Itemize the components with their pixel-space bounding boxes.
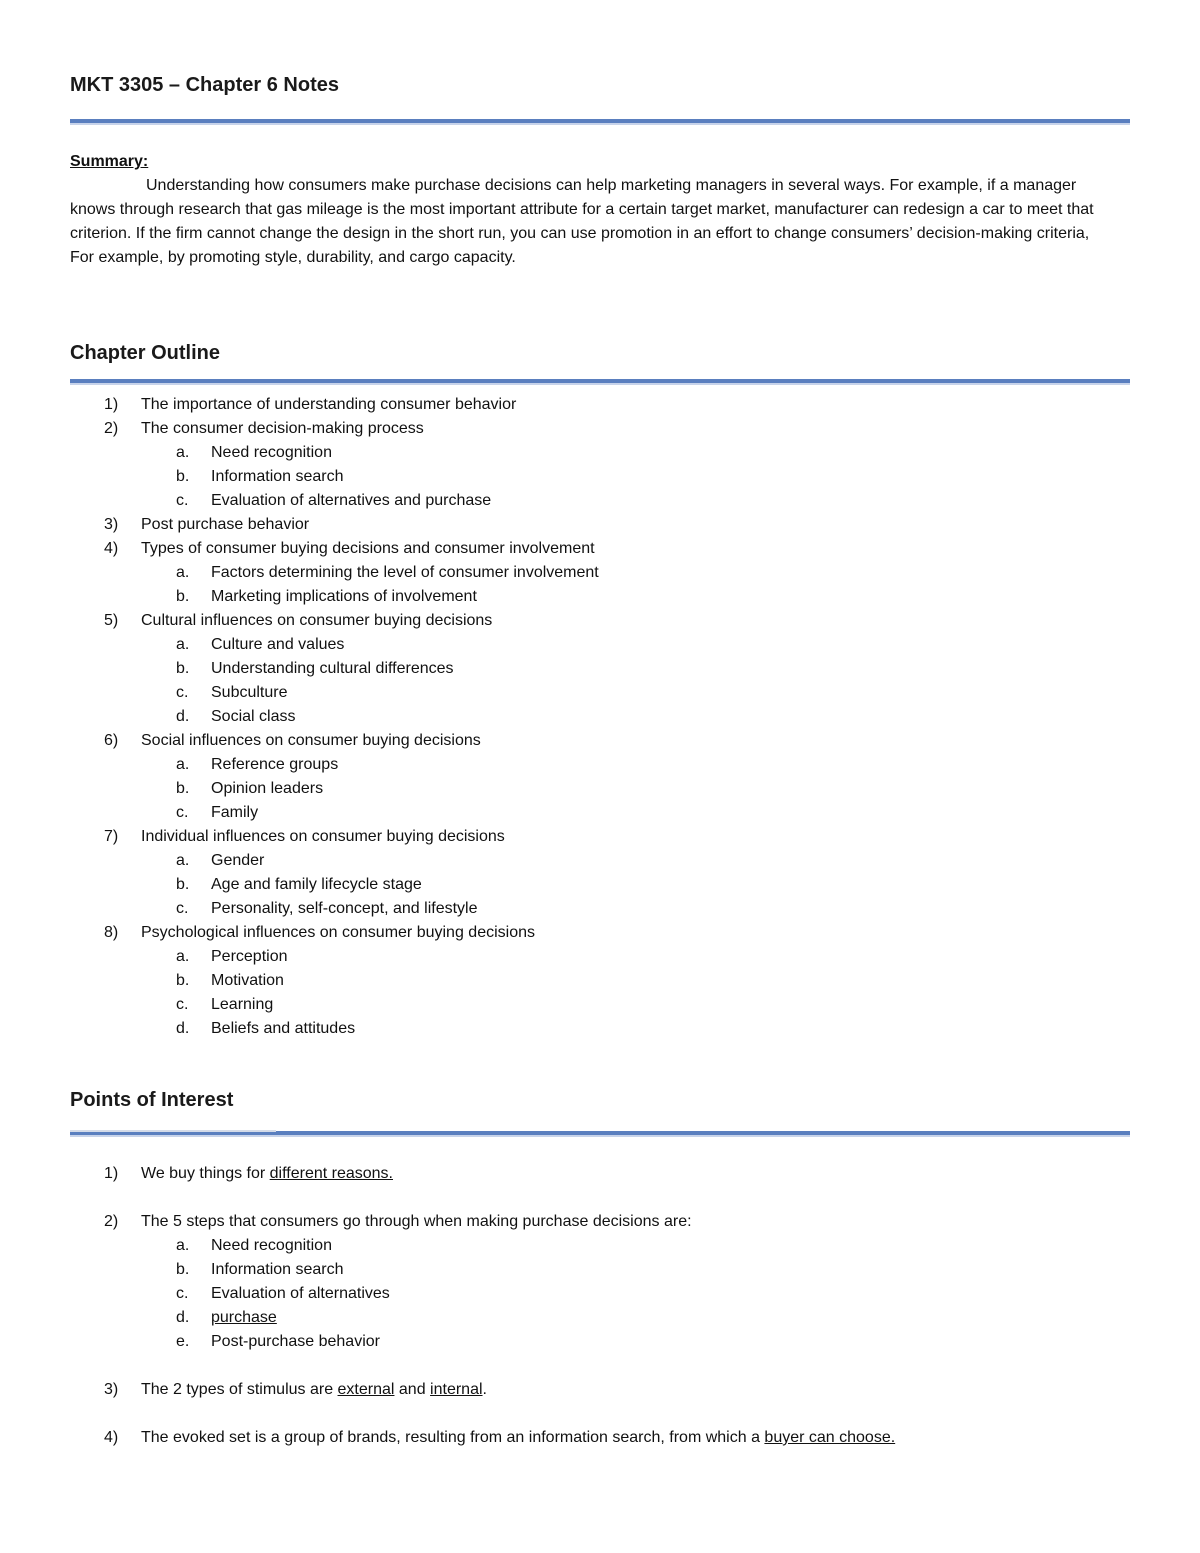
list-number: 8)	[104, 924, 119, 941]
list-subitem	[70, 1306, 1130, 1330]
list-letter: b.	[176, 1261, 190, 1278]
outline-subitem	[70, 945, 1130, 969]
list-number: 1)	[104, 1165, 119, 1182]
outline-item	[70, 393, 1130, 417]
outline-list	[70, 393, 1130, 1041]
outline-subitem-text: Social class	[211, 708, 296, 725]
list-number: 7)	[104, 828, 119, 845]
page-title: MKT 3305 – Chapter 6 Notes	[70, 74, 339, 96]
list-number: 2)	[104, 420, 119, 437]
outline-subitem-text: Learning	[211, 996, 274, 1013]
outline-subitem-text: Age and family lifecycle stage	[211, 876, 422, 893]
outline-subitem	[70, 801, 1130, 825]
list-letter: c.	[176, 804, 189, 821]
outline-heading: Chapter Outline	[70, 342, 221, 364]
outline-subitem	[70, 633, 1130, 657]
point-3-post: .	[482, 1381, 487, 1398]
outline-item-text: Social influences on consumer buying decisions	[141, 732, 481, 749]
spacer	[70, 1354, 1130, 1378]
outline-subitem	[70, 849, 1130, 873]
outline-item-text: The importance of understanding consumer behavior	[141, 396, 517, 413]
outline-subitem	[70, 441, 1130, 465]
point-4-underlined: buyer can choose.	[764, 1429, 896, 1446]
outline-subitem	[70, 1017, 1130, 1041]
point-3-mid: and	[394, 1381, 431, 1398]
list-letter: e.	[176, 1333, 190, 1350]
points-heading: Points of Interest	[70, 1089, 234, 1111]
outline-item-text: Types of consumer buying decisions and consumer involvement	[141, 540, 595, 557]
list-letter: a.	[176, 1237, 190, 1254]
list-number: 3)	[104, 1381, 119, 1398]
outline-subitem-text: Gender	[211, 852, 265, 869]
outline-item	[70, 921, 1130, 945]
list-letter: c.	[176, 996, 189, 1013]
list-subitem	[70, 1258, 1130, 1282]
list-number: 2)	[104, 1213, 119, 1230]
outline-divider	[70, 379, 1130, 385]
list-letter: a.	[176, 636, 190, 653]
outline-subitem-text: Perception	[211, 948, 288, 965]
outline-item-text: Cultural influences on consumer buying decisions	[141, 612, 493, 629]
summary-label: Summary:	[70, 153, 149, 170]
list-letter: b.	[176, 660, 190, 677]
outline-item	[70, 417, 1130, 441]
list-letter: b.	[176, 468, 190, 485]
subitem-text: Need recognition	[211, 1237, 332, 1254]
point-4-text: The evoked set is a group of brands, resulting from an information search, from which a	[141, 1429, 765, 1446]
outline-item-text: The consumer decision-making process	[141, 420, 424, 437]
outline-subitem	[70, 873, 1130, 897]
list-number: 5)	[104, 612, 119, 629]
subitem-text: Post-purchase behavior	[211, 1333, 380, 1350]
outline-subitem-text: Family	[211, 804, 259, 821]
outline-subitem	[70, 969, 1130, 993]
point-item-1	[70, 1162, 1130, 1186]
list-letter: c.	[176, 492, 189, 509]
list-letter: a.	[176, 756, 190, 773]
list-subitem	[70, 1282, 1130, 1306]
point-item-2	[70, 1210, 1130, 1234]
point-1-text: We buy things for	[141, 1165, 270, 1182]
list-letter: c.	[176, 1285, 189, 1302]
outline-subitem-text: Evaluation of alternatives and purchase	[211, 492, 492, 509]
list-letter: a.	[176, 564, 190, 581]
outline-subitem	[70, 561, 1130, 585]
summary-section	[70, 150, 1110, 270]
outline-subitem-text: Beliefs and attitudes	[211, 1020, 356, 1037]
outline-subitem-text: Information search	[211, 468, 344, 485]
subitem-text: Evaluation of alternatives	[211, 1285, 390, 1302]
summary-text: Understanding how consumers make purchase decisions can help marketing managers in several ways. For example, if a manager knows through research that gas mileage is the most important attribute for a certain target market, manufacturer can redesign a car to meet that criterion. If the firm cannot change the design in the short run, you can use promotion in an effort to change consumers’ decision-making criteria, For example, by promoting style, durability, and cargo capacity.	[70, 177, 1094, 266]
list-number: 6)	[104, 732, 119, 749]
outline-subitem-text: Factors determining the level of consumer involvement	[211, 564, 599, 581]
list-letter: b.	[176, 972, 190, 989]
list-number: 3)	[104, 516, 119, 533]
list-number: 4)	[104, 1429, 119, 1446]
outline-subitem	[70, 705, 1130, 729]
list-subitem	[70, 1234, 1130, 1258]
outline-item-text: Post purchase behavior	[141, 516, 310, 533]
outline-subitem-text: Motivation	[211, 972, 284, 989]
points-divider	[70, 1131, 1130, 1137]
outline-subitem	[70, 753, 1130, 777]
outline-subitem-text: Reference groups	[211, 756, 339, 773]
outline-subitem	[70, 657, 1130, 681]
spacer	[70, 1186, 1130, 1210]
list-letter: c.	[176, 900, 189, 917]
outline-subitem-text: Personality, self-concept, and lifestyle	[211, 900, 478, 917]
subitem-text: Information search	[211, 1261, 344, 1278]
outline-subitem-text: Marketing implications of involvement	[211, 588, 477, 605]
list-letter: c.	[176, 684, 189, 701]
point-2-text: The 5 steps that consumers go through when making purchase decisions are:	[141, 1213, 692, 1230]
outline-subitem-text: Culture and values	[211, 636, 345, 653]
list-number: 1)	[104, 396, 119, 413]
outline-item	[70, 513, 1130, 537]
list-letter: d.	[176, 708, 190, 725]
list-letter: a.	[176, 948, 190, 965]
list-subitem	[70, 1330, 1130, 1354]
outline-subitem	[70, 585, 1130, 609]
outline-item-text: Psychological influences on consumer buying decisions	[141, 924, 535, 941]
outline-subitem	[70, 465, 1130, 489]
outline-subitem	[70, 993, 1130, 1017]
point-item-4	[70, 1426, 1130, 1450]
spacer	[70, 1402, 1130, 1426]
list-letter: a.	[176, 852, 190, 869]
list-letter: b.	[176, 588, 190, 605]
outline-subitem	[70, 777, 1130, 801]
outline-subitem-text: Subculture	[211, 684, 288, 701]
outline-subitem-text: Opinion leaders	[211, 780, 324, 797]
outline-subitem	[70, 681, 1130, 705]
outline-subitem-text: Need recognition	[211, 444, 332, 461]
list-letter: a.	[176, 444, 190, 461]
point-3-text: The 2 types of stimulus are	[141, 1381, 338, 1398]
list-letter: b.	[176, 780, 190, 797]
title-divider	[70, 119, 1130, 125]
points-list	[70, 1162, 1130, 1450]
point-3-underlined-2: internal	[430, 1381, 483, 1398]
outline-subitem-text: Understanding cultural differences	[211, 660, 454, 677]
outline-item	[70, 729, 1130, 753]
list-letter: d.	[176, 1309, 190, 1326]
subitem-text-underlined: purchase	[211, 1309, 277, 1326]
outline-item	[70, 825, 1130, 849]
outline-item-text: Individual influences on consumer buying decisions	[141, 828, 505, 845]
outline-subitem	[70, 489, 1130, 513]
point-item-3	[70, 1378, 1130, 1402]
outline-item	[70, 537, 1130, 561]
point-3-underlined-1: external	[337, 1381, 395, 1398]
list-letter: b.	[176, 876, 190, 893]
list-letter: d.	[176, 1020, 190, 1037]
list-number: 4)	[104, 540, 119, 557]
outline-item	[70, 609, 1130, 633]
point-1-underlined: different reasons.	[269, 1165, 393, 1182]
outline-subitem	[70, 897, 1130, 921]
